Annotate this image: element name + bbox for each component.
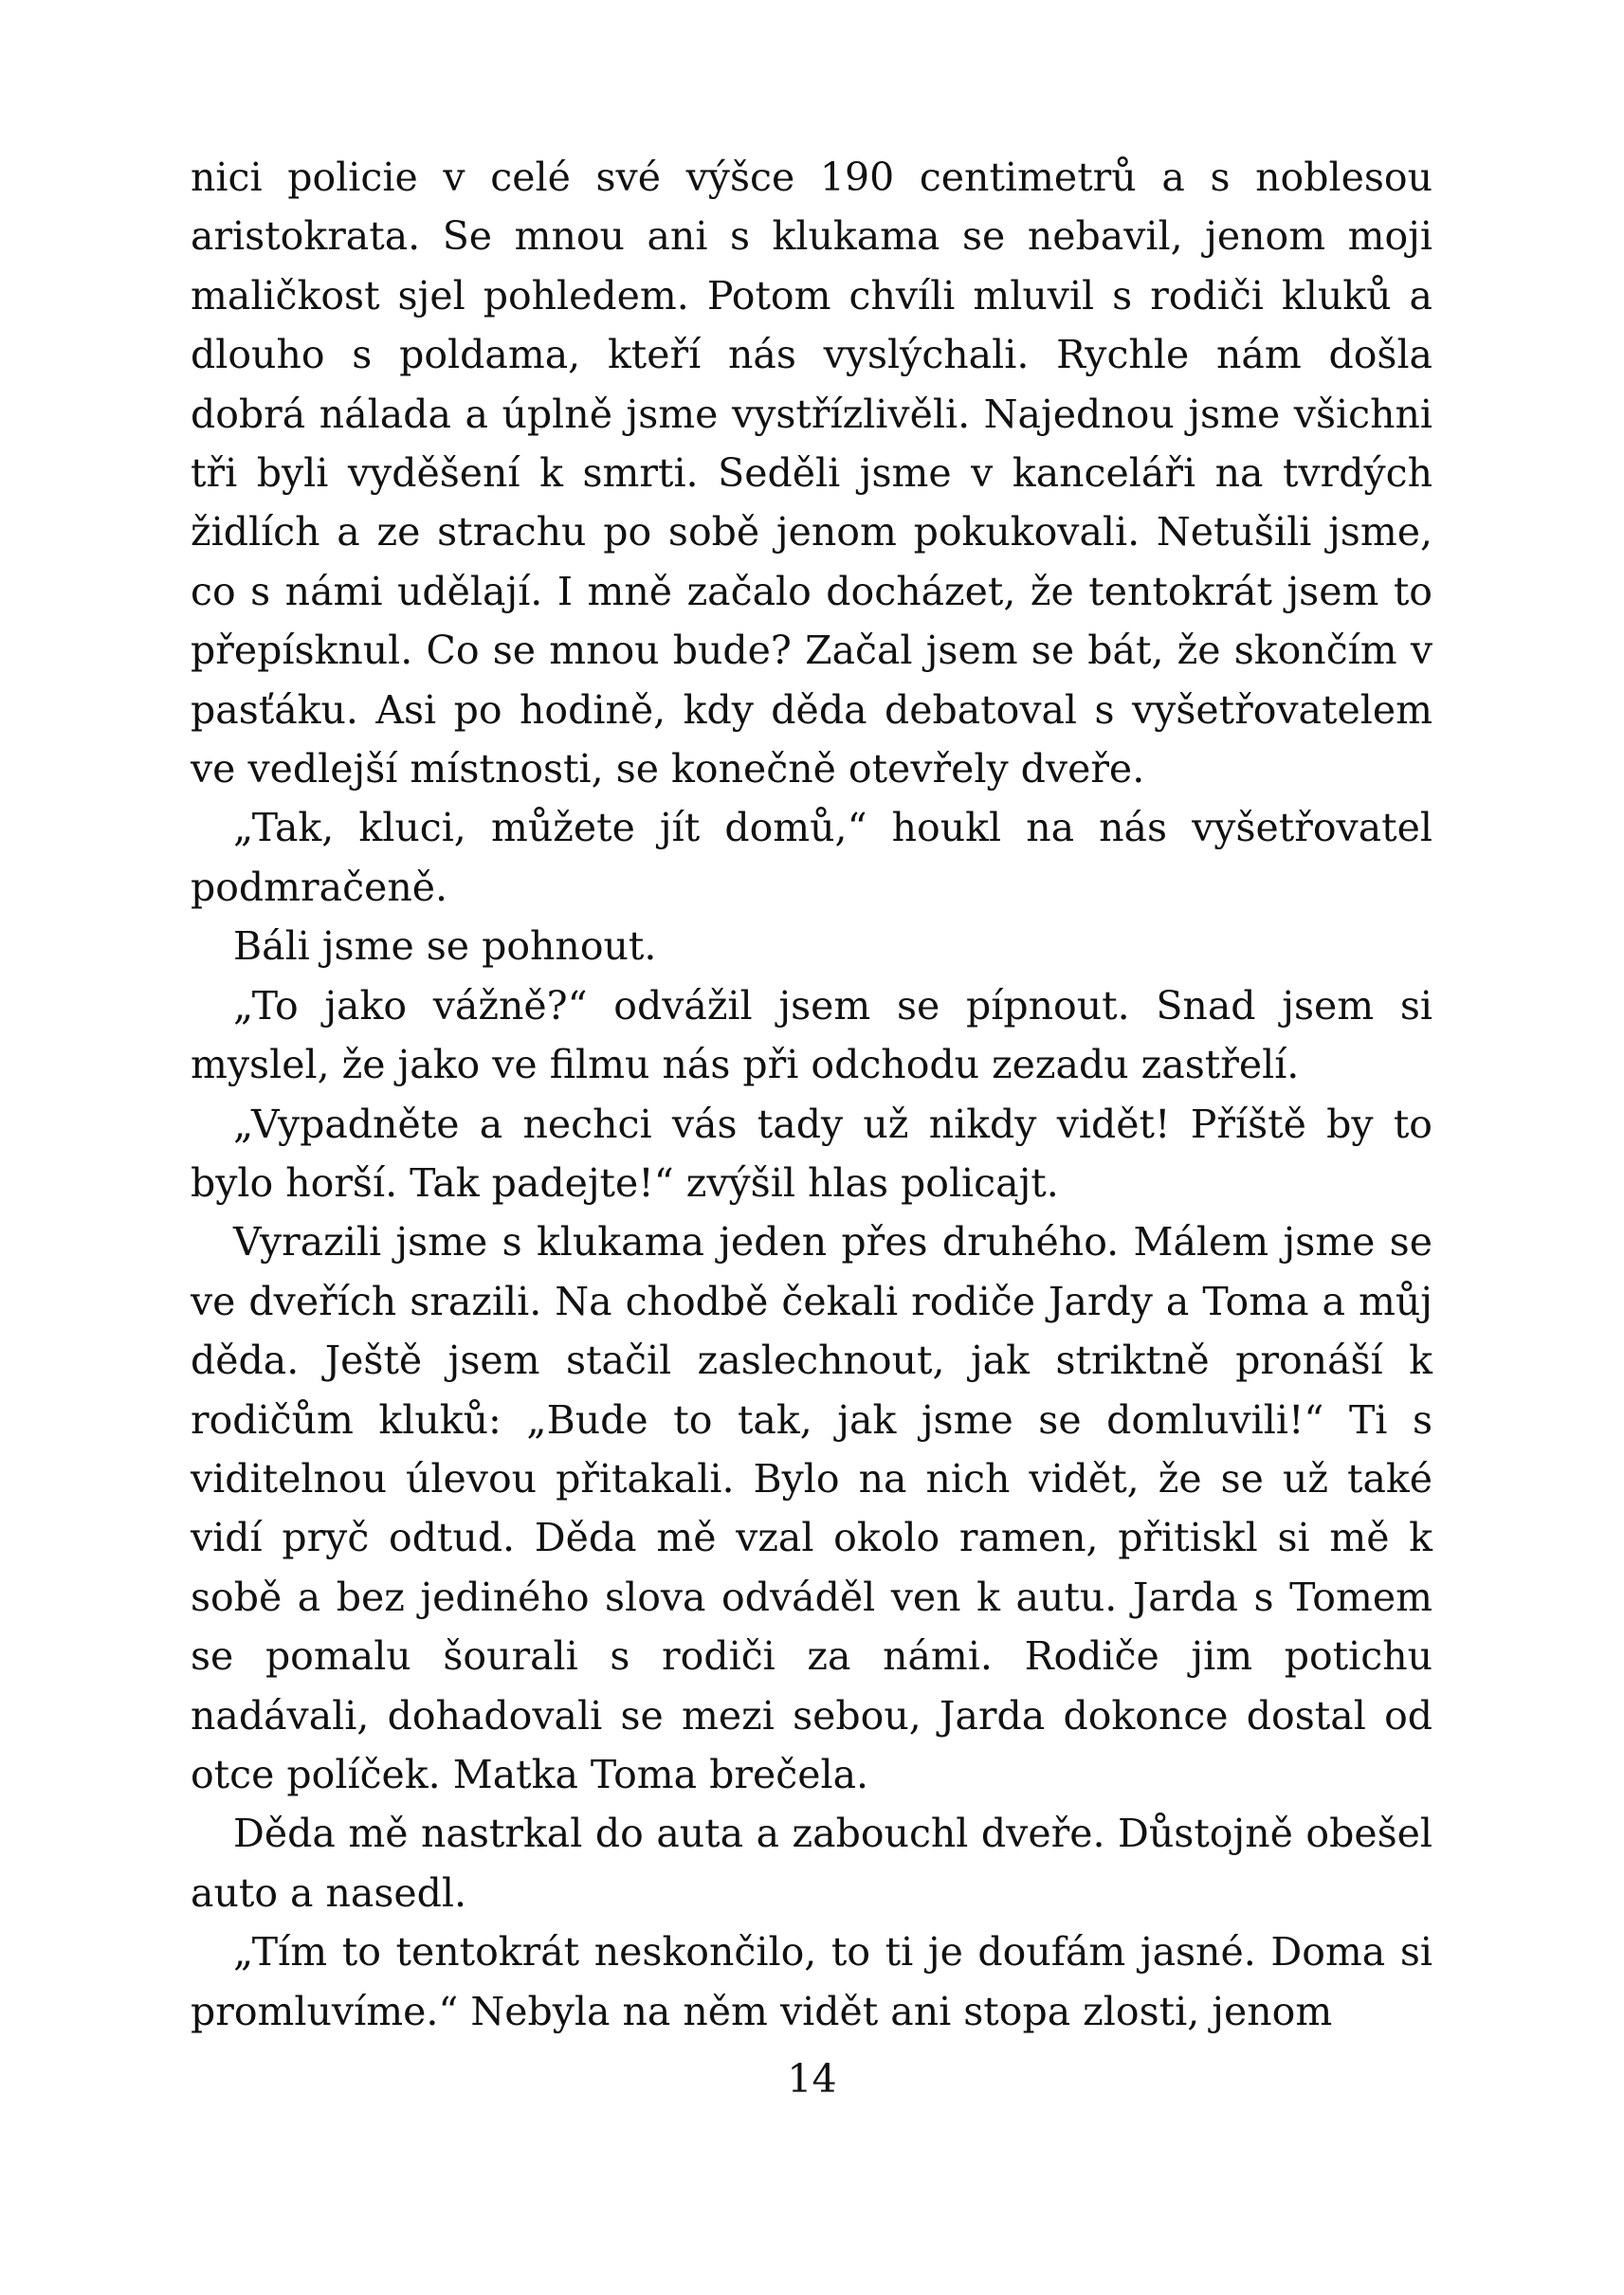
body-text [191,148,1432,2041]
paragraph: Vyrazili jsme s klukama jeden přes druhého. Málem jsme se ve dveřích srazili. Na chodbě čekali rodiče Jardy a Toma a můj děda. Ještě jsem stačil zaslechnout, jak striktně pronáší k rodičům kluků: „Bude to tak, jak jsme se domluvili!“ Ti s viditelnou úlevou přitakali. Bylo na nich vidět, že se už také vidí pryč odtud. Děda mě vzal okolo ramen, přitiskl si mě k sobě a bez jediného slova odváděl ven k autu. Jarda s Tomem se pomalu šourali s rodiči za námi. Rodiče jim potichu nadávali, dohadovali se mezi sebou, Jarda dokonce dostal od otce políček. Matka Toma brečela. [191,1219,1432,1797]
paragraph: Děda mě nastrkal do auta a zabouchl dveře. Důstojně obešel auto a nasedl. [191,1811,1432,1916]
paragraph: „Vypadněte a nechci vás tady už nikdy vidět! Příště by to bylo horší. Tak padejte!“ zvýšil hlas policajt. [191,1101,1432,1206]
paragraph: „To jako vážně?“ odvážil jsem se pípnout. Snad jsem si myslel, že jako ve filmu nás při odchodu zezadu zastřelí. [191,982,1432,1088]
paragraph: nici policie v celé své výšce 190 centimetrů a s noblesou aristokrata. Se mnou ani s klukama se nebavil, jenom moji maličkost sjel pohledem. Potom chvíli mluvil s rodiči kluků a dlouho s poldama, kteří nás vyslýchali. Rychle nám došla dobrá nálada a úplně jsme vystřízlivěli. Najednou jsme všichni tři byli vyděšení k smrti. Seděli jsme v kanceláři na tvrdých židlích a ze strachu po sobě jenom pokukovali. Netušili jsme, co s námi udělají. I mně začalo docházet, že tentokrát jsem to přepísknul. Co se mnou bude? Začal jsem se bát, že skončím v pasťáku. Asi po hodině, kdy děda debatoval s vyšetřovatelem ve vedlejší místnosti, se konečně otevřely dveře. [191,155,1432,792]
paragraph: Báli jsme se pohnout. [233,923,657,970]
paragraph: „Tím to tentokrát neskončilo, to ti je doufám jasné. Doma si promluvíme.“ Nebyla na něm vidět ani stopa zlosti, jenom [191,1929,1432,2034]
paragraph: „Tak, kluci, můžete jít domů,“ houkl na nás vyšetřovatel podmračeně. [191,805,1432,910]
page-number: 14 [787,2056,837,2102]
